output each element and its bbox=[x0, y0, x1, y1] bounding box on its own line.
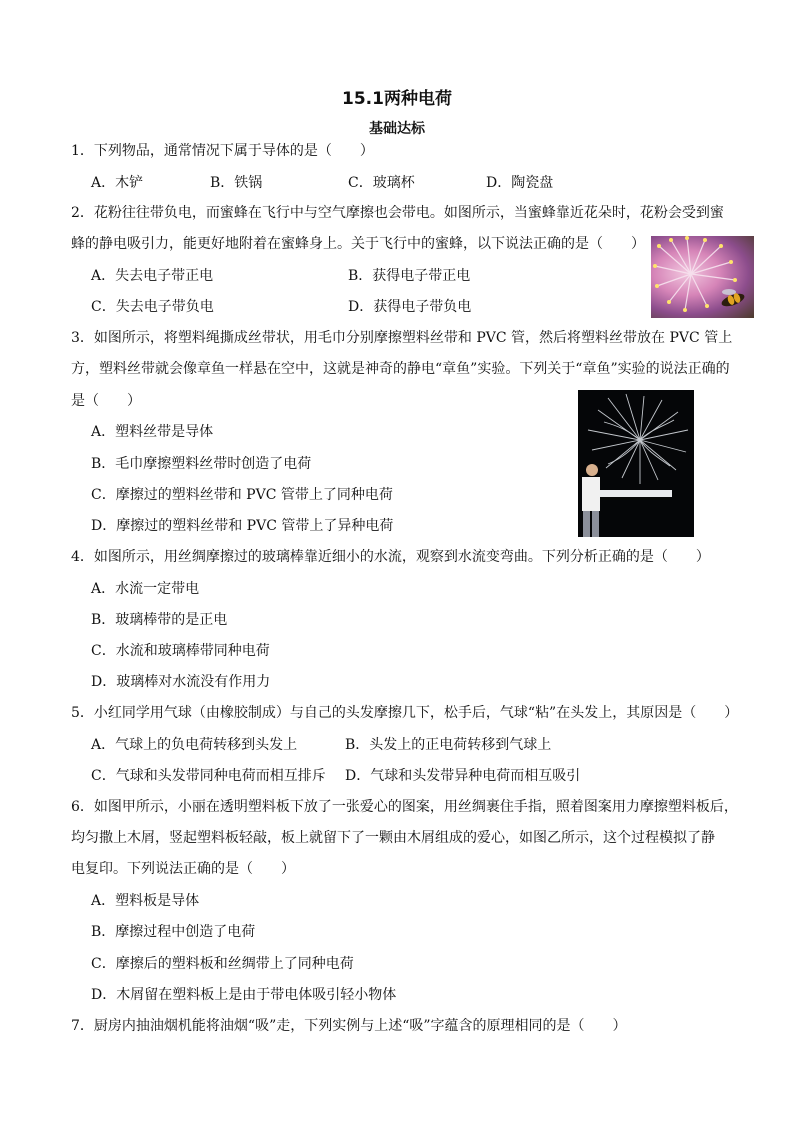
question-2-stem-line-2: 蜂的静电吸引力，能更好地附着在蜜蜂身上。关于飞行中的蜜蜂，以下说法正确的是（ ） bbox=[71, 236, 645, 252]
question-2-option-d: D．获得电子带负电 bbox=[348, 299, 472, 315]
question-6-stem-line-3: 电复印。下列说法正确的是（ ） bbox=[71, 861, 295, 877]
static-octopus-photo bbox=[578, 390, 694, 537]
question-2-stem-line-1: 2．花粉往往带负电，而蜜蜂在飞行中与空气摩擦也会带电。如图所示，当蜜蜂靠近花朵时，花粉会受到蜜 bbox=[71, 205, 724, 221]
question-3-option-d: D．摩擦过的塑料丝带和 PVC 管带上了异种电荷 bbox=[91, 518, 394, 534]
question-4-option-b: B．玻璃棒带的是正电 bbox=[91, 612, 228, 628]
question-5-option-c: C．气球和头发带同种电荷而相互排斥 bbox=[91, 768, 326, 784]
question-6-stem-line-1: 6．如图甲所示，小丽在透明塑料板下放了一张爱心的图案，用丝绸裹住手指，照着图案用力摩擦塑料板后， bbox=[71, 799, 738, 815]
question-3-stem-line-2: 方，塑料丝带就会像章鱼一样悬在空中，这就是神奇的静电“章鱼”实验。下列关于“章鱼”实验的说法正确的 bbox=[71, 361, 730, 377]
question-6-option-c: C．摩擦后的塑料板和丝绸带上了同种电荷 bbox=[91, 956, 354, 972]
question-5-option-d: D．气球和头发带异种电荷而相互吸引 bbox=[345, 768, 581, 784]
question-1-option-a: A．木铲 bbox=[91, 175, 144, 191]
question-4-stem: 4．如图所示，用丝绸摩擦过的玻璃棒靠近细小的水流，观察到水流变弯曲。下列分析正确的是（ ） bbox=[71, 549, 710, 565]
question-6-stem-line-2: 均匀撒上木屑，竖起塑料板轻敲，板上就留下了一颗由木屑组成的爱心，如图乙所示，这个过程模拟了静 bbox=[71, 830, 715, 846]
question-1-stem: 1．下列物品，通常情况下属于导体的是（ ） bbox=[71, 143, 374, 159]
question-2-option-c: C．失去电子带负电 bbox=[91, 299, 214, 315]
question-3-stem-line-3: 是（ ） bbox=[71, 393, 141, 409]
question-2-option-a: A．失去电子带正电 bbox=[91, 268, 214, 284]
question-6-option-a: A．塑料板是导体 bbox=[91, 893, 200, 909]
question-3-option-b: B．毛巾摩擦塑料丝带时创造了电荷 bbox=[91, 456, 312, 472]
question-3-option-a: A．塑料丝带是导体 bbox=[91, 424, 214, 440]
question-6-option-d: D．木屑留在塑料板上是由于带电体吸引轻小物体 bbox=[91, 987, 397, 1003]
bee-flower-photo bbox=[651, 236, 754, 318]
octopus-experiment-illustration bbox=[578, 390, 694, 537]
page-title: 15.1两种电荷 bbox=[342, 89, 452, 109]
question-7-stem: 7．厨房内抽油烟机能将油烟“吸”走，下列实例与上述“吸”字蕴含的原理相同的是（ ） bbox=[71, 1018, 627, 1034]
question-4-option-d: D．玻璃棒对水流没有作用力 bbox=[91, 674, 271, 690]
person-icon bbox=[582, 464, 600, 537]
question-5-stem: 5．小红同学用气球（由橡胶制成）与自己的头发摩擦几下，松手后，气球“粘”在头发上，其原因是（ ） bbox=[71, 705, 739, 721]
question-1-option-b: B．铁锅 bbox=[210, 175, 263, 191]
question-6-option-b: B．摩擦过程中创造了电荷 bbox=[91, 924, 256, 940]
question-2-option-b: B．获得电子带正电 bbox=[348, 268, 471, 284]
question-5-option-b: B．头发上的正电荷转移到气球上 bbox=[345, 737, 552, 753]
bee-icon bbox=[720, 289, 746, 309]
section-subtitle: 基础达标 bbox=[369, 121, 425, 137]
question-3-option-c: C．摩擦过的塑料丝带和 PVC 管带上了同种电荷 bbox=[91, 487, 393, 503]
question-5-option-a: A．气球上的负电荷转移到头发上 bbox=[91, 737, 298, 753]
question-4-option-a: A．水流一定带电 bbox=[91, 581, 200, 597]
question-1-option-c: C．玻璃杯 bbox=[348, 175, 415, 191]
question-4-option-c: C．水流和玻璃棒带同种电荷 bbox=[91, 643, 270, 659]
question-3-stem-line-1: 3．如图所示，将塑料绳撕成丝带状，用毛巾分别摩擦塑料丝带和 PVC 管，然后将塑料丝带放在 PVC 管上 bbox=[71, 330, 733, 346]
question-1-option-d: D．陶瓷盘 bbox=[486, 175, 554, 191]
bee-flower-illustration bbox=[651, 236, 754, 318]
